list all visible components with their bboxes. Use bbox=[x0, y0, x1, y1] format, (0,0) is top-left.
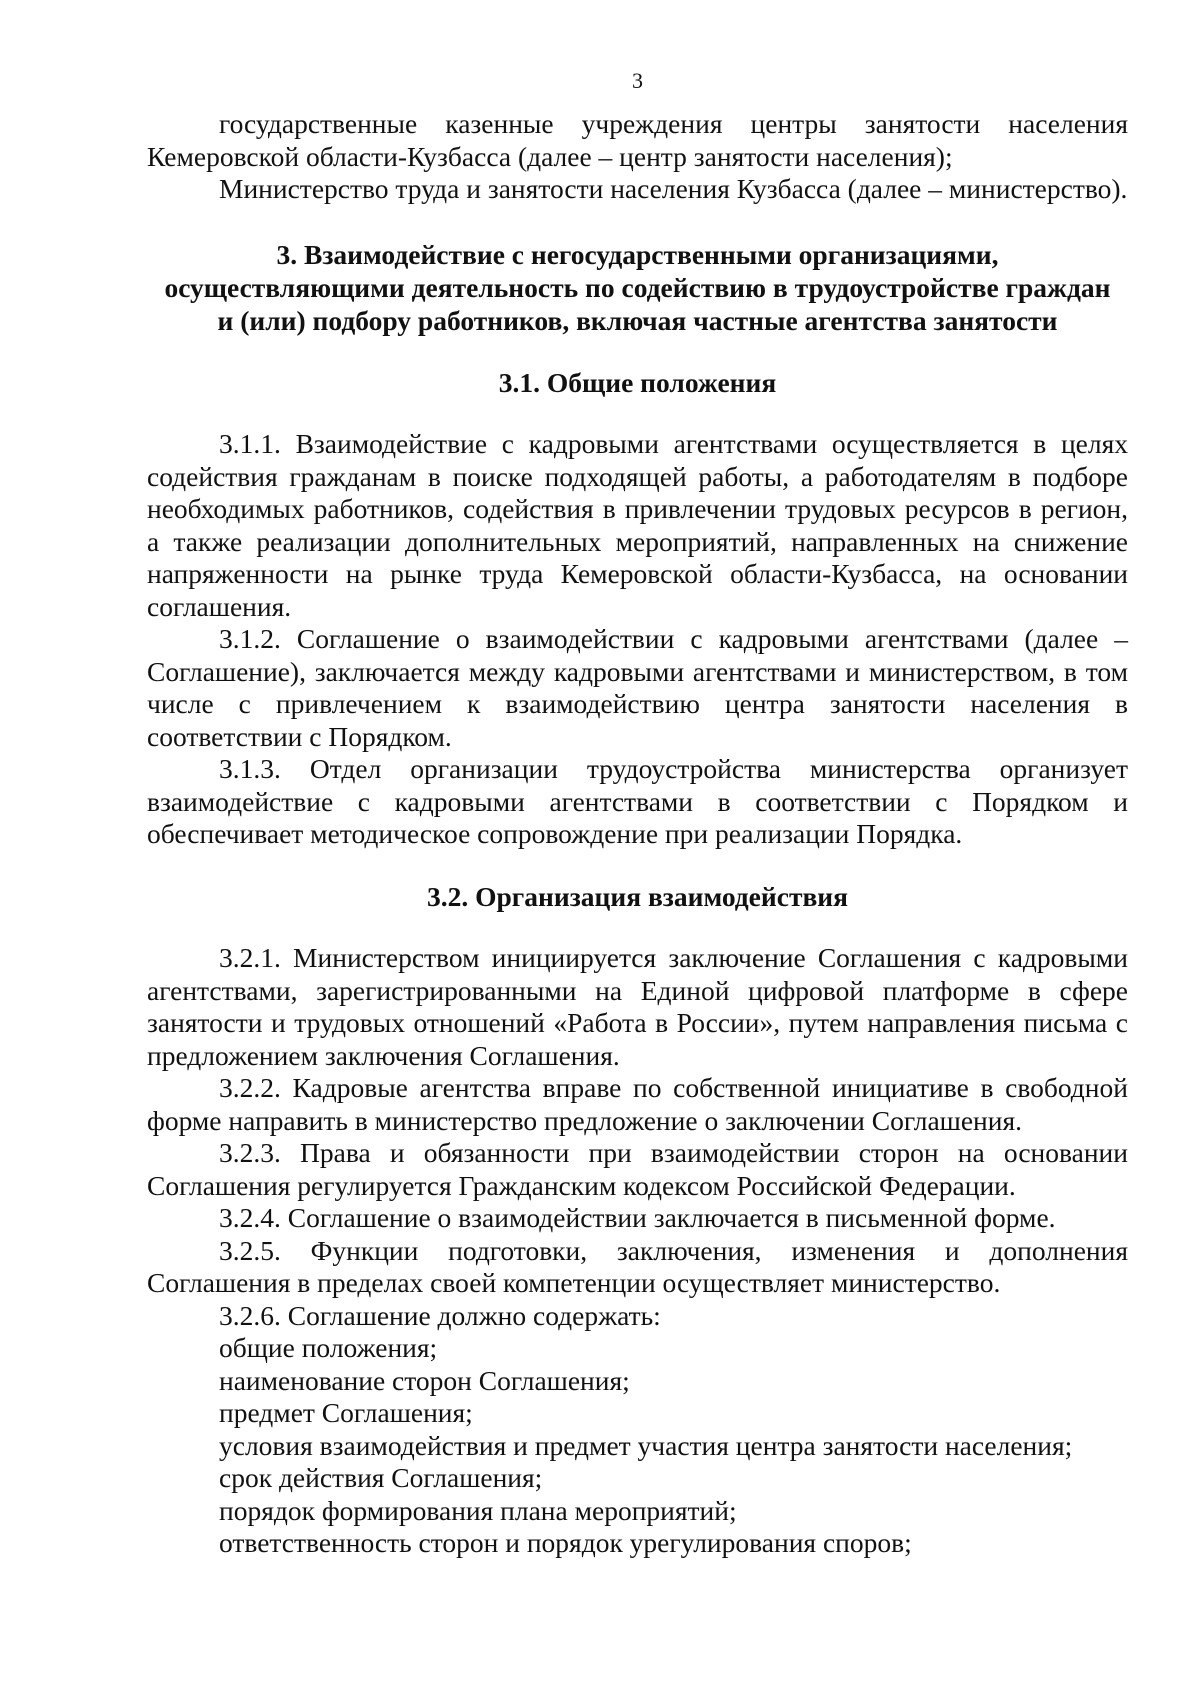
agreement-contents-list bbox=[147, 1332, 1128, 1560]
paragraph-3-1-3: 3.1.3. Отдел организации трудоустройства министерства организует взаимодействие с кадровыми агентствами в соответствии с Порядком и обеспечивает методическое сопровождение при реализации Порядка. bbox=[147, 753, 1128, 849]
paragraph-3-1-1: 3.1.1. Взаимодействие с кадровыми агентствами осуществляется в целях содействия гражданам в поиске подходящей работы, а работодателям в подборе необходимых работников, содействия в привлечении трудовых ресурсов в регион, а также реализации дополнительных мероприятий, направленных на снижение напряженности на рынке труда Кемеровской области-Кузбасса, на основании соглашения. bbox=[147, 428, 1128, 622]
paragraph-3-2-1: 3.2.1. Министерством инициируется заключение Соглашения с кадровыми агентствами, зарегистрированными на Единой цифровой платформе в сфере занятости и трудовых отношений «Работа в России», путем направления письма с предложением заключения Соглашения. bbox=[147, 942, 1128, 1071]
intro-block bbox=[147, 108, 1128, 206]
list-item: наименование сторон Соглашения; bbox=[219, 1364, 630, 1396]
list-item: срок действия Соглашения; bbox=[219, 1462, 543, 1493]
section-3-heading-line: 3. Взаимодействие с негосударственными организациями, bbox=[276, 238, 999, 270]
paragraph-3-2-4: 3.2.4. Соглашение о взаимодействии заключается в письменной форме. bbox=[219, 1202, 1056, 1233]
list-item: общие положения; bbox=[219, 1332, 438, 1363]
section-3-1-heading: 3.1. Общие положения bbox=[498, 366, 777, 398]
section-3-2-heading: 3.2. Организация взаимодействия bbox=[426, 880, 849, 912]
section-3-heading-line: и (или) подбору работников, включая частные агентства занятости bbox=[217, 304, 1058, 336]
section-3-heading-line: осуществляющими деятельность по содействию в трудоустройстве граждан bbox=[164, 271, 1111, 303]
list-item: условия взаимодействия и предмет участия центра занятости населения; bbox=[219, 1429, 1073, 1461]
paragraph-3-2-6: 3.2.6. Соглашение должно содержать: bbox=[219, 1299, 661, 1331]
section-3-2-body bbox=[147, 942, 1128, 1332]
paragraph-3-2-2: 3.2.2. Кадровые агентства вправе по собственной инициативе в свободной форме направить в министерство предложение о заключении Соглашения. bbox=[147, 1072, 1128, 1136]
paragraph-3-1-2: 3.1.2. Соглашение о взаимодействии с кадровыми агентствами (далее – Соглашение), заключается между кадровыми агентствами и министерством, в том числе с привлечением к взаимодействию центра занятости населения в соответствии с Порядком. bbox=[147, 623, 1128, 752]
list-item: ответственность сторон и порядок урегулирования споров; bbox=[219, 1527, 912, 1558]
page-number: 3 bbox=[632, 68, 643, 93]
section-3-1-body bbox=[147, 428, 1128, 851]
section-3-heading bbox=[147, 238, 1128, 337]
intro-paragraph: Министерство труда и занятости населения Кузбасса (далее – министерство). bbox=[219, 173, 1128, 204]
list-item: порядок формирования плана мероприятий; bbox=[219, 1494, 737, 1526]
paragraph-3-2-3: 3.2.3. Права и обязанности при взаимодействии сторон на основании Соглашения регулируется Гражданским кодексом Российской Федерации. bbox=[147, 1137, 1128, 1201]
paragraph-3-2-5: 3.2.5. Функции подготовки, заключения, изменения и дополнения Соглашения в пределах своей компетенции осуществляет министерство. bbox=[147, 1234, 1128, 1298]
intro-paragraph: государственные казенные учреждения центры занятости населения Кемеровской области-Кузбасса (далее – центр занятости населения); bbox=[147, 108, 1128, 172]
list-item: предмет Соглашения; bbox=[219, 1397, 473, 1428]
